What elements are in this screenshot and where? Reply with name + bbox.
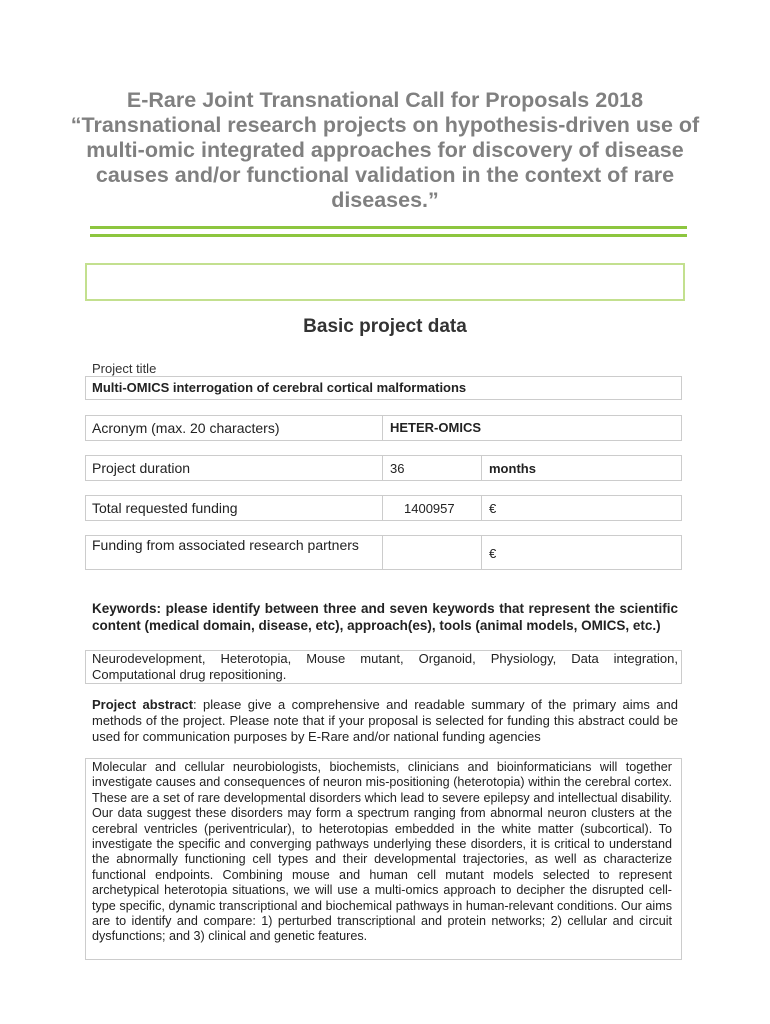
duration-divider-1	[382, 455, 383, 481]
funding-value[interactable]: 1400957	[404, 501, 455, 516]
associated-funding-divider-1	[382, 535, 383, 570]
abstract-instruction-text: : please give a comprehensive and readable summary of the primary aims and methods of the project. Please note that if your proposal is selected for funding this abstract could be used for communication purposes by E-Rare and/or national funding agencies	[92, 697, 678, 744]
duration-unit: months	[489, 461, 536, 476]
keywords-label: Keywords:	[92, 601, 162, 616]
acronym-divider	[382, 415, 383, 441]
project-title-label: Project title	[92, 361, 157, 376]
keywords-instruction-text: please identify between three and seven keywords that represent the scientific content (medical domain, disease, etc), approach(es), tools (animal models, OMICS, etc.)	[92, 601, 678, 633]
green-divider-top	[90, 226, 687, 229]
acronym-value[interactable]: HETER-OMICS	[390, 420, 481, 435]
keywords-value: Neurodevelopment, Heterotopia, Mouse mutant, Organoid, Physiology, Data integration, Computational drug repositioning.	[92, 651, 678, 682]
duration-label: Project duration	[92, 460, 191, 476]
document-title: E-Rare Joint Transnational Call for Proposals 2018 “Transnational research projects on hypothesis-driven use of multi-omic integrated approaches for discovery of disease causes and/or functional validation in the context of rare diseases.”	[70, 88, 700, 212]
project-title-value: Multi-OMICS interrogation of cerebral cortical malformations	[92, 380, 467, 395]
funding-currency: €	[489, 501, 497, 516]
funding-divider-1	[382, 495, 383, 521]
associated-funding-currency: €	[489, 546, 497, 561]
funding-label: Total requested funding	[92, 500, 238, 516]
abstract-value: Molecular and cellular neurobiologists, biochemists, clinicians and bioinformaticians will together investigate causes and consequences of neuron mis-positioning (heterotopia) within the cerebral cortex. These are a set of rare developmental disorders which lead to severe epilepsy and intellectual disability. Our data suggest these disorders may form a spectrum ranging from abnormal neuron clusters at the cerebral ventricles (periventricular), to heterotopias embedded in the white matter (subcortical). To investigate the specific and converging pathways underlying these disorders, it is critical to understand the abnormally functioning cell types and their developmental trajectories, as well as characterize functional endpoints. Combining mouse and human cell mutant models selected to represent archetypical heterotopia situations, we will use a multi-omics approach to decipher the disrupted cell-type specific, dynamic transcriptional and biochemical pathways in human-relevant conditions. Our aims are to identify and compare: 1) perturbed transcriptional and protein networks; 2) cellular and circuit dysfunctions; and 3) clinical and genetic features.	[92, 760, 672, 944]
duration-divider-2	[481, 455, 482, 481]
associated-funding-divider-2	[481, 535, 482, 570]
empty-green-box	[85, 263, 685, 301]
duration-value[interactable]: 36	[390, 461, 405, 476]
funding-divider-2	[481, 495, 482, 521]
associated-funding-label: Funding from associated research partners	[92, 537, 359, 553]
abstract-instructions	[92, 697, 678, 745]
keywords-instructions	[92, 601, 678, 634]
abstract-label: Project abstract	[92, 697, 194, 712]
green-divider-bottom	[90, 234, 687, 237]
section-title: Basic project data	[303, 316, 467, 337]
acronym-label: Acronym (max. 20 characters)	[92, 420, 280, 436]
